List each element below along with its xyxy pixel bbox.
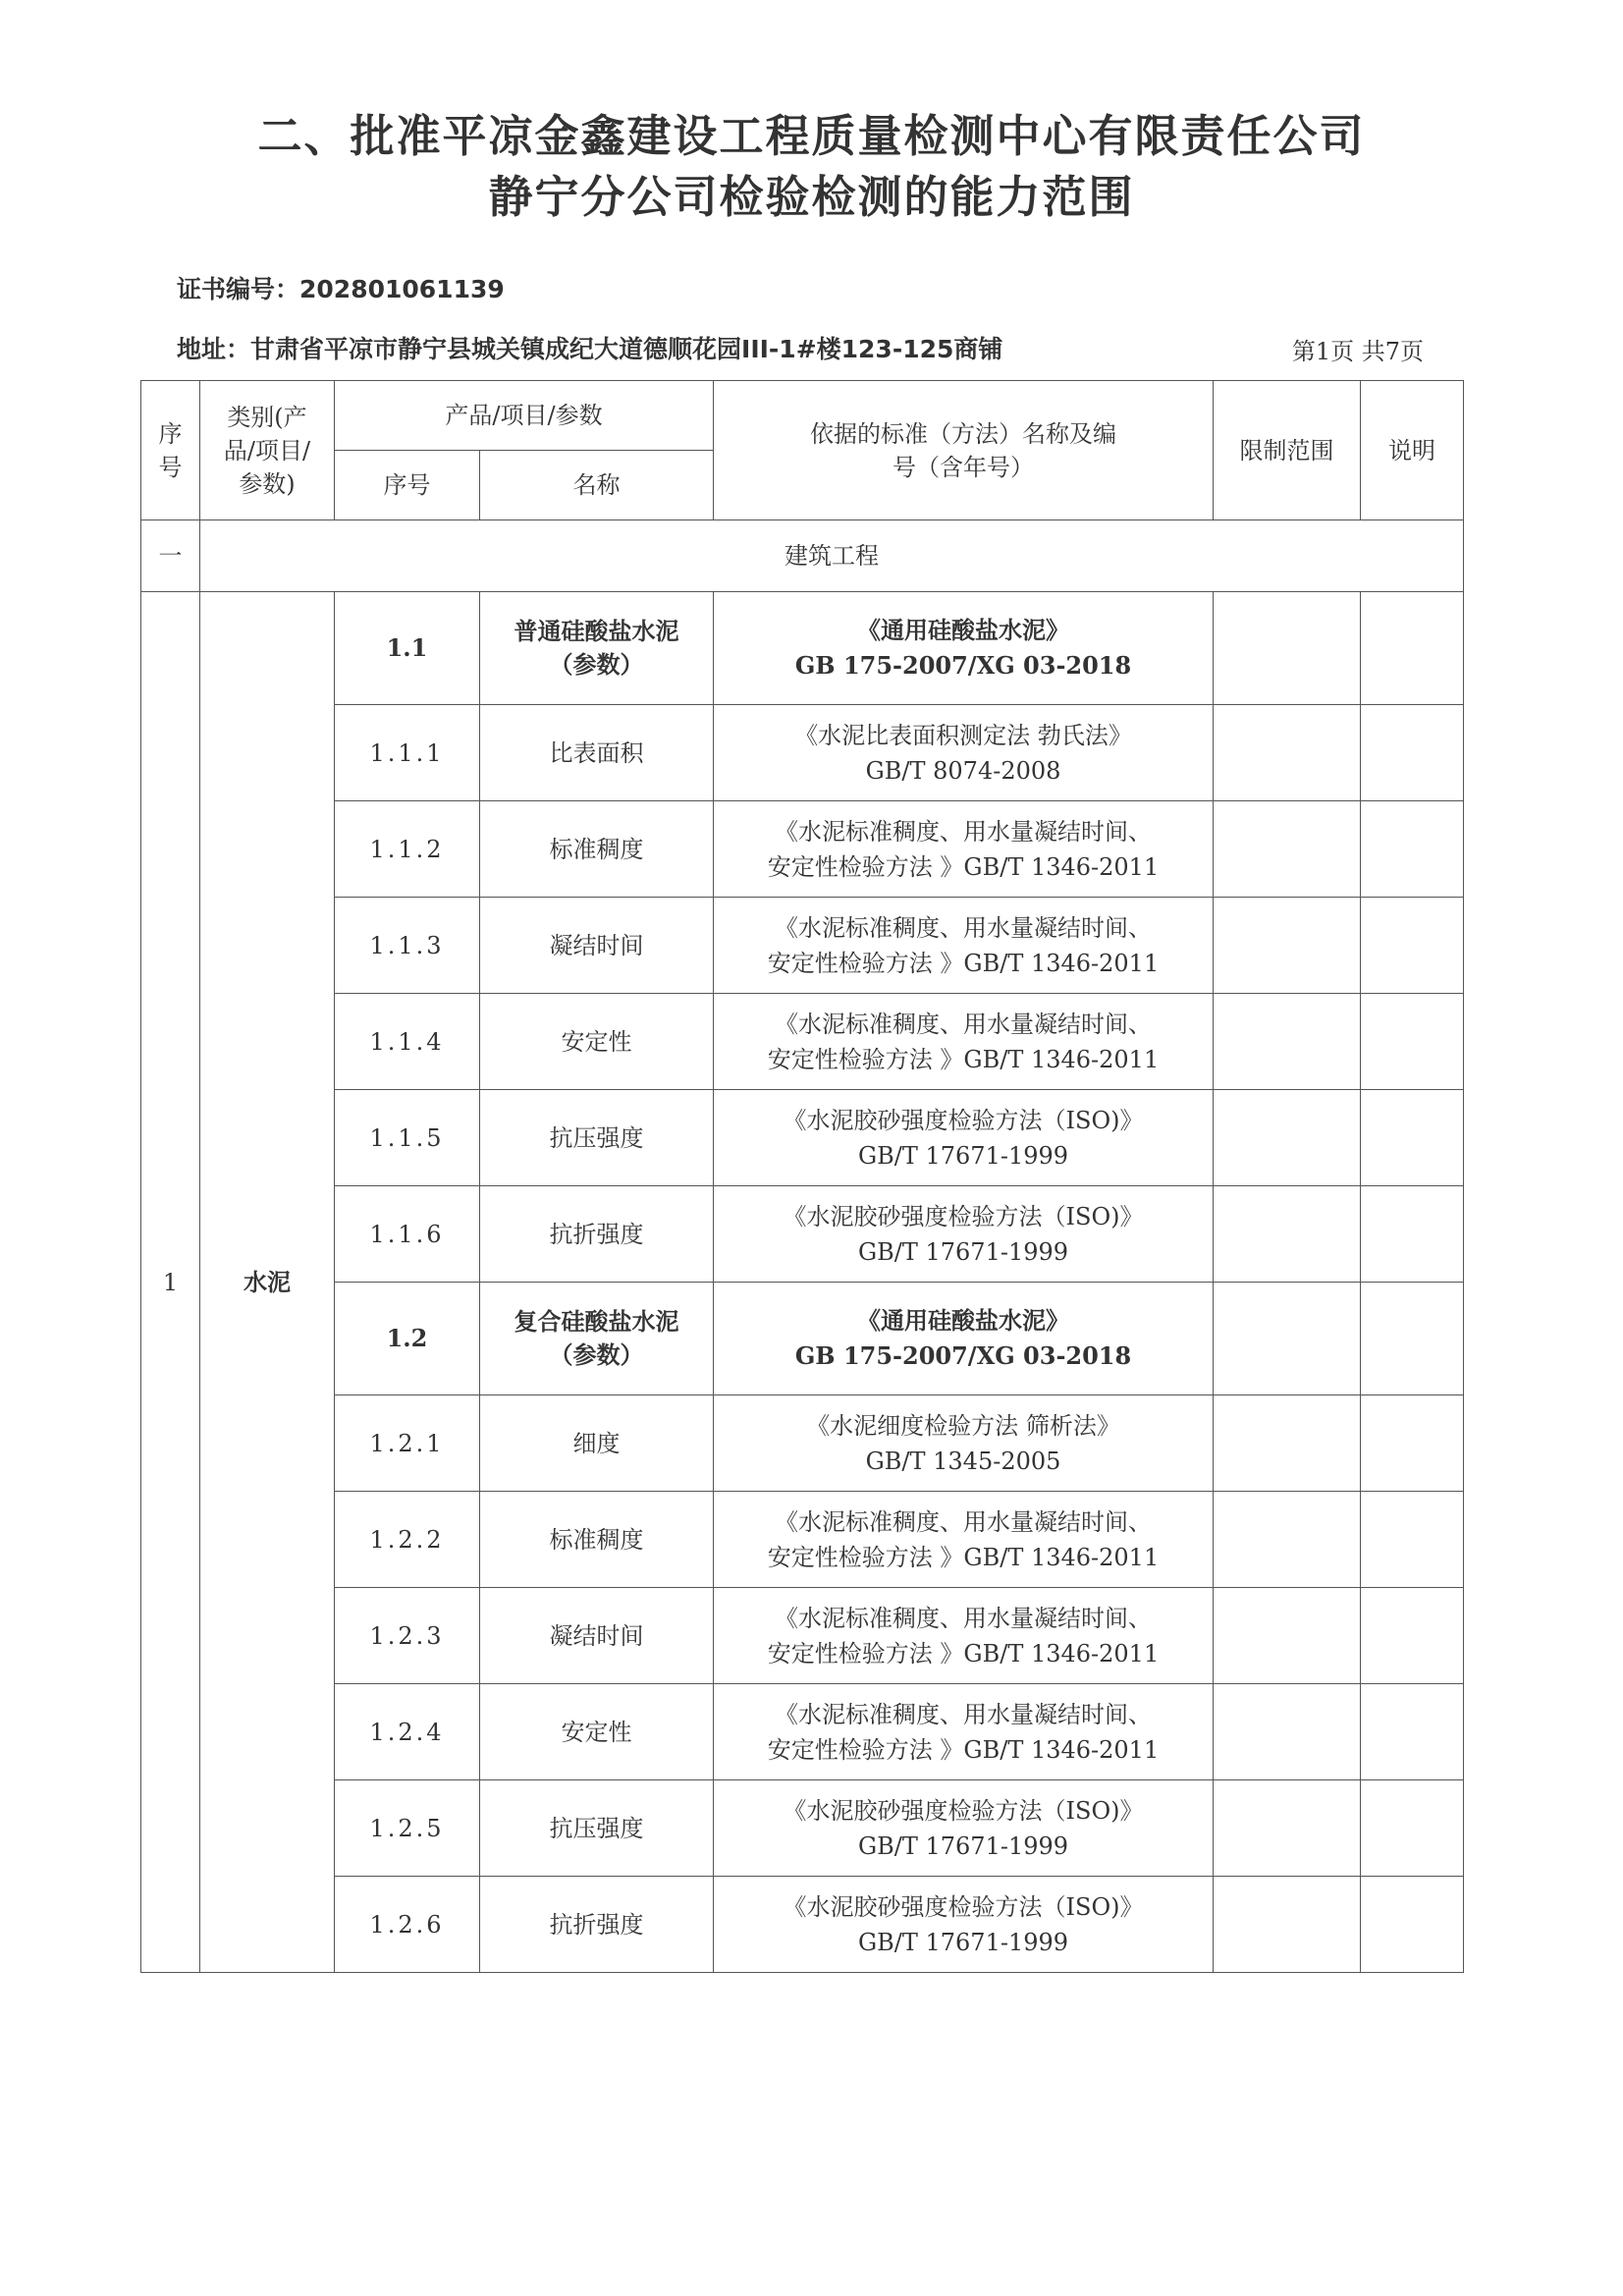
row-standard: 《水泥胶砂强度检验方法（ISO)》 GB/T 17671-1999 — [714, 1186, 1214, 1283]
section-row — [141, 520, 1464, 592]
group-seq: 1 — [141, 592, 200, 1973]
row-note — [1361, 1395, 1464, 1492]
row-no: 1.2.3 — [335, 1588, 480, 1684]
row-standard: 《水泥标准稠度、用水量凝结时间、 安定性检验方法 》GB/T 1346-2011 — [714, 1684, 1214, 1780]
header-sub-seq: 序号 — [335, 451, 480, 520]
row-limit — [1214, 1684, 1361, 1780]
row-note — [1361, 801, 1464, 898]
title-line-2: 静宁分公司检验检测的能力范围 — [488, 171, 1135, 223]
row-no: 1.1.4 — [335, 994, 480, 1090]
row-no: 1.1.6 — [335, 1186, 480, 1283]
section-seq: 一 — [141, 520, 200, 592]
page-info: 第1页 共7页 — [1291, 338, 1424, 365]
title-line-1: 二、批准平凉金鑫建设工程质量检测中心有限责任公司 — [257, 110, 1366, 162]
row-note — [1361, 994, 1464, 1090]
row-standard: 《水泥胶砂强度检验方法（ISO)》 GB/T 17671-1999 — [714, 1780, 1214, 1877]
row-limit — [1214, 705, 1361, 801]
row-limit — [1214, 1492, 1361, 1588]
row-standard: 《水泥标准稠度、用水量凝结时间、 安定性检验方法 》GB/T 1346-2011 — [714, 1492, 1214, 1588]
row-standard: 《水泥标准稠度、用水量凝结时间、 安定性检验方法 》GB/T 1346-2011 — [714, 994, 1214, 1090]
header-row — [141, 381, 1464, 451]
row-note — [1361, 1186, 1464, 1283]
row-name: 凝结时间 — [480, 898, 714, 994]
row-note — [1361, 1780, 1464, 1877]
header-limit: 限制范围 — [1214, 381, 1361, 520]
row-note — [1361, 705, 1464, 801]
cert-value: 202801061139 — [299, 275, 505, 303]
row-standard: 《水泥胶砂强度检验方法（ISO)》 GB/T 17671-1999 — [714, 1090, 1214, 1186]
table-row — [141, 898, 1464, 994]
row-note — [1361, 1684, 1464, 1780]
table-row — [141, 994, 1464, 1090]
row-standard: 《水泥细度检验方法 筛析法》 GB/T 1345-2005 — [714, 1395, 1214, 1492]
row-name: 抗压强度 — [480, 1780, 714, 1877]
row-standard: 《水泥标准稠度、用水量凝结时间、 安定性检验方法 》GB/T 1346-2011 — [714, 1588, 1214, 1684]
row-limit — [1214, 898, 1361, 994]
header-name: 名称 — [480, 451, 714, 520]
row-no: 1.2 — [335, 1283, 480, 1395]
row-no: 1.2.5 — [335, 1780, 480, 1877]
table-row — [141, 1186, 1464, 1283]
row-no: 1.1.5 — [335, 1090, 480, 1186]
group-category: 水泥 — [200, 592, 335, 1973]
row-limit — [1214, 1283, 1361, 1395]
certificate-number — [177, 270, 505, 305]
row-name: 凝结时间 — [480, 1588, 714, 1684]
row-name: 复合硅酸盐水泥 （参数） — [480, 1283, 714, 1395]
row-limit — [1214, 1588, 1361, 1684]
row-name: 安定性 — [480, 1684, 714, 1780]
header-note: 说明 — [1361, 381, 1464, 520]
row-limit — [1214, 1186, 1361, 1283]
row-no: 1.2.1 — [335, 1395, 480, 1492]
row-note — [1361, 898, 1464, 994]
row-no: 1.2.6 — [335, 1877, 480, 1973]
header-standard: 依据的标准（方法）名称及编号（含年号） — [714, 381, 1214, 520]
header-category: 类别(产品/项目/参数) — [200, 381, 335, 520]
table-row — [141, 1877, 1464, 1973]
capability-table — [140, 380, 1464, 1973]
row-no: 1.1.3 — [335, 898, 480, 994]
row-no: 1.1.1 — [335, 705, 480, 801]
row-limit — [1214, 1395, 1361, 1492]
row-no: 1.2.4 — [335, 1684, 480, 1780]
row-name: 普通硅酸盐水泥 （参数） — [480, 592, 714, 705]
header-seq: 序号 — [141, 381, 200, 520]
address — [177, 330, 1002, 365]
address-label: 地址： — [177, 335, 251, 363]
table-row — [141, 1588, 1464, 1684]
header-product-group: 产品/项目/参数 — [335, 381, 714, 451]
row-standard: 《通用硅酸盐水泥》 GB 175-2007/XG 03-2018 — [714, 592, 1214, 705]
document-title — [0, 106, 1623, 228]
row-limit — [1214, 994, 1361, 1090]
row-standard: 《通用硅酸盐水泥》 GB 175-2007/XG 03-2018 — [714, 1283, 1214, 1395]
row-note — [1361, 1588, 1464, 1684]
row-note — [1361, 1877, 1464, 1973]
address-value: 甘肃省平凉市静宁县城关镇成纪大道德顺花园III-1#楼123-125商铺 — [250, 335, 1003, 363]
row-name: 安定性 — [480, 994, 714, 1090]
row-no: 1.1.2 — [335, 801, 480, 898]
table-row — [141, 1395, 1464, 1492]
row-name: 比表面积 — [480, 705, 714, 801]
row-name: 标准稠度 — [480, 801, 714, 898]
row-limit — [1214, 1780, 1361, 1877]
row-note — [1361, 592, 1464, 705]
table-row — [141, 1090, 1464, 1186]
row-standard: 《水泥标准稠度、用水量凝结时间、 安定性检验方法 》GB/T 1346-2011 — [714, 801, 1214, 898]
row-name: 标准稠度 — [480, 1492, 714, 1588]
row-name: 抗折强度 — [480, 1877, 714, 1973]
table-row — [141, 1492, 1464, 1588]
row-standard: 《水泥比表面积测定法 勃氏法》 GB/T 8074-2008 — [714, 705, 1214, 801]
table-row — [141, 1684, 1464, 1780]
section-name: 建筑工程 — [200, 520, 1464, 592]
row-limit — [1214, 1877, 1361, 1973]
table-row — [141, 801, 1464, 898]
row-limit — [1214, 592, 1361, 705]
row-name: 细度 — [480, 1395, 714, 1492]
cert-label: 证书编号： — [177, 275, 300, 303]
table-row — [141, 592, 1464, 705]
row-no: 1.1 — [335, 592, 480, 705]
row-note — [1361, 1283, 1464, 1395]
row-no: 1.2.2 — [335, 1492, 480, 1588]
table-row — [141, 1283, 1464, 1395]
row-standard: 《水泥标准稠度、用水量凝结时间、 安定性检验方法 》GB/T 1346-2011 — [714, 898, 1214, 994]
row-standard: 《水泥胶砂强度检验方法（ISO)》 GB/T 17671-1999 — [714, 1877, 1214, 1973]
table-row — [141, 705, 1464, 801]
row-name: 抗折强度 — [480, 1186, 714, 1283]
table-row — [141, 1780, 1464, 1877]
row-note — [1361, 1492, 1464, 1588]
row-note — [1361, 1090, 1464, 1186]
row-limit — [1214, 801, 1361, 898]
row-name: 抗压强度 — [480, 1090, 714, 1186]
row-limit — [1214, 1090, 1361, 1186]
